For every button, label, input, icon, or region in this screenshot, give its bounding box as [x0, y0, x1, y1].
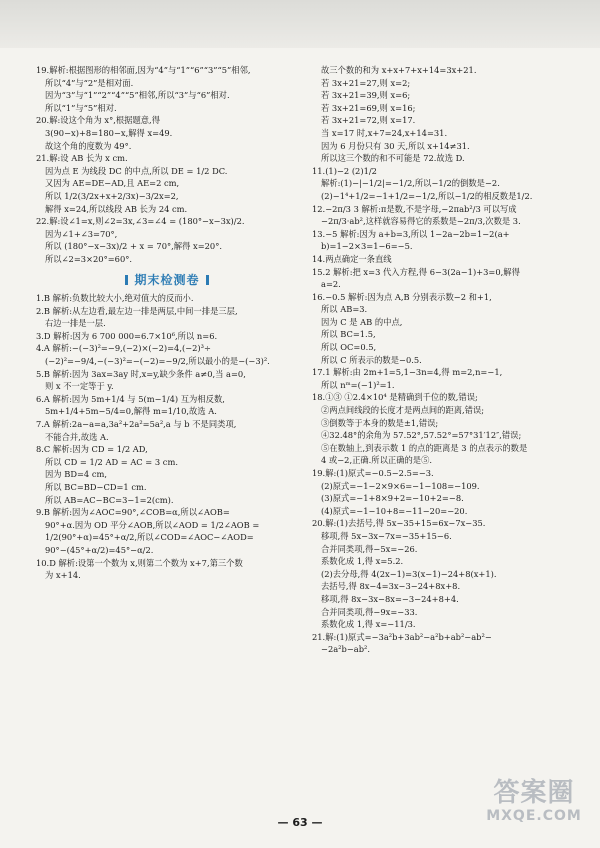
answer-continuation-line: 因为点 E 为线段 DC 的中点,所以 DE = 1/2 DC.: [45, 165, 228, 176]
answer-item-line: 4.A 解析:−(−3)²=−9,(−2)×(−2)=4,(−2)³÷: [36, 343, 211, 354]
answer-item-line: 13.−5 解析:因为 a+b=3,所以 1−2a−2b=1−2(a+: [312, 228, 510, 239]
answer-continuation-line: 故这个角的度数为 49°.: [45, 140, 132, 151]
answer-continuation-line: 因为“3”与“1”“2”“4”“5”相邻,所以“3”与“6”相对.: [45, 90, 230, 101]
answer-continuation-line: −2π/3·ab²,这样就容易得它的系数是−2π/3,次数是 3.: [321, 216, 521, 227]
answer-item-line: 1.B 解析:负数比较大小,绝对值大的反而小.: [36, 293, 194, 304]
answer-continuation-line: 因为 BD=4 cm,: [45, 469, 107, 480]
answer-item-line: 20.解:(1)去括号,得 5x−35+15=6x−7x−35.: [312, 518, 486, 529]
answer-continuation-line: (4)原式=−1−10+8=−11−20=−20.: [321, 505, 468, 516]
answer-item-line: 17.1 解析:由 2m+1=5,1−3n=4,得 m=2,n=−1,: [312, 367, 503, 378]
answer-continuation-line: (3)原式=−1+8×9+2=−10+2=−8.: [321, 493, 464, 504]
right-column: [312, 64, 574, 656]
answer-continuation-line: 所以 BC=BD−CD=1 cm.: [45, 482, 147, 492]
answer-continuation-line: 90°−(45°+α/2)=45°−α/2.: [45, 544, 154, 555]
answer-continuation-line: 5m+1/4+5m−5/4=0,解得 m=1/10,故选 A.: [45, 406, 217, 417]
answer-continuation-line: 所以 C 所表示的数是−0.5.: [321, 354, 422, 365]
answer-continuation-line: b)=1−2×3=1−6=−5.: [321, 241, 413, 252]
answer-continuation-line: 若 3x+21=39,则 x=6;: [321, 90, 411, 101]
answer-continuation-line: 不能合并,故选 A.: [45, 431, 109, 442]
answer-continuation-line: 移项,得 8x−3x−8x=−3−24+8+4.: [321, 593, 459, 604]
answer-continuation-line: 合并同类项,得−9x=−33.: [321, 606, 418, 617]
answer-continuation-line: 为 x+14.: [45, 570, 81, 581]
answer-continuation-line: 因为 C 是 AB 的中点,: [321, 316, 403, 327]
answer-continuation-line: 所以“4”与“2”是相对面.: [45, 77, 134, 88]
answer-continuation-line: 若 3x+21=27,则 x=2;: [321, 77, 411, 88]
page-number: — 63 —: [277, 816, 323, 829]
answer-item-line: 3.D 解析:因为 6 700 000=6.7×10⁶,所以 n=6.: [36, 330, 218, 341]
answer-continuation-line: 因为 6 月份只有 30 天,所以 x+14≠31.: [321, 140, 470, 151]
answer-continuation-line: (2)−1⁴+1/2=−1+1/2=−1/2,所以−1/2的相反数是1/2.: [321, 190, 533, 201]
answer-continuation-line: 移项,得 5x−3x−7x=−35+15−6.: [321, 530, 452, 541]
answer-continuation-line: 合并同类项,得−5x=−26.: [321, 543, 418, 554]
answer-continuation-line: 所以 OC=0.5,: [321, 342, 377, 353]
answer-continuation-line: 系数化成 1,得 x=−11/3.: [321, 619, 416, 630]
answer-continuation-line: 解得 x=24,所以线段 AB 长为 24 cm.: [45, 203, 188, 214]
answer-continuation-line: 所以 CD = 1/2 AD = AC = 3 cm.: [45, 456, 178, 467]
answer-item-line: 7.A 解析:2a−a=a,3a²+2a²=5a²,a 与 b 不是同类项,: [36, 419, 237, 430]
answer-continuation-line: 系数化成 1,得 x=5.2.: [321, 556, 404, 567]
answer-continuation-line: 所以 AB=AC−BC=3−1=2(cm).: [45, 494, 174, 505]
watermark-logo: [482, 778, 586, 836]
answer-continuation-line: a=2.: [321, 279, 341, 290]
answer-item-line: 9.B 解析:因为∠AOC=90°,∠COB=α,所以∠AOB=: [36, 507, 230, 518]
answer-item-line: 5.B 解析:因为 3ax=3ay 时,x=y,缺少条件 a≠0,当 a=0,: [36, 368, 246, 379]
answer-continuation-line: (2)原式=−1−2×9×6=−1−108=−109.: [321, 480, 480, 491]
answer-continuation-line: 所以 1/2(3/2x+x+2/3x)−3/2x=2,: [45, 190, 179, 201]
section-title-text: 期末检测卷: [134, 272, 200, 287]
answer-continuation-line: 若 3x+21=69,则 x=16;: [321, 102, 416, 113]
answer-continuation-line: 则 x 不一定等于 y.: [45, 381, 114, 392]
answer-continuation-line: −2a²b−ab².: [321, 644, 370, 655]
left-column: [36, 64, 298, 582]
answer-item-line: 2.B 解析:从左边看,最左边一排是两层,中间一排是三层,: [36, 305, 238, 316]
answer-continuation-line: 所以“1”与“5”相对.: [45, 102, 117, 113]
answer-continuation-line: ②两点间线段的长度才是两点间的距离,错误;: [321, 405, 485, 416]
answer-continuation-line: ③倒数等于本身的数是±1,错误;: [321, 417, 439, 428]
answer-item-line: 20.解:设这个角为 x°,根据题意,得: [36, 115, 160, 126]
answer-continuation-line: 因为∠1+∠3=70°,: [45, 228, 118, 239]
answer-continuation-line: (2)去分母,得 4(2x−1)=3(x−1)−24+8(x+1).: [321, 568, 497, 579]
answer-continuation-line: 所以 AB=3.: [321, 304, 368, 315]
answer-item-line: 21.解:(1)原式=−3a²b+3ab²−a²b+ab²−ab²−: [312, 631, 492, 642]
answer-continuation-line: 去括号,得 8x−4=3x−3−24+8x+8.: [321, 581, 461, 592]
answer-continuation-line: 4 或−2,正确.所以正确的是⑤.: [321, 455, 433, 466]
answer-item-line: 6.A 解析:因为 5m+1/4 与 5(m−1/4) 互为相反数,: [36, 393, 225, 404]
answer-continuation-line: 右边一排是一层.: [45, 318, 106, 329]
answer-continuation-line: 90°+α.因为 OD 平分∠AOB,所以∠AOD = 1/2∠AOB =: [45, 519, 260, 530]
answer-item-line: 12.−2π/3 3 解析:π是数,不是字母,−2πab²/3 可以写成: [312, 203, 517, 214]
answer-continuation-line: ④32.48°的余角为 57.52°,57.52°=57°31′12″,错误;: [321, 430, 522, 441]
answer-item-line: 19.解析:根据图形的相邻面,因为“4”与“1”“6”“3”“5”相邻,: [36, 65, 251, 75]
answer-item-line: 22.解:设∠1=x,则∠2=3x,∠3=∠4 = (180°−x−3x)/2.: [36, 216, 245, 227]
answer-continuation-line: 解析:(1)−|−1/2|=−1/2,所以−1/2的倒数是−2.: [321, 178, 500, 189]
answer-item-line: 8.C 解析:因为 CD = 1/2 AD,: [36, 444, 148, 455]
answer-continuation-line: (−2)²=−9/4,−(−3)²=−(−2)=−9/2,所以最小的是−(−3)².: [45, 356, 270, 367]
answer-item-line: 21.解:设 AB 长为 x cm.: [36, 153, 128, 164]
answer-item-line: 10.D 解析:设第一个数为 x,则第二个数为 x+7,第三个数: [36, 557, 243, 568]
answer-continuation-line: 若 3x+21=72,则 x=17.: [321, 115, 416, 126]
answer-item-line: 18.①③ ①2.4×10⁴ 是精确到千位的数,错误;: [312, 392, 478, 403]
answer-item-line: 11.(1)−2 (2)1/2: [312, 165, 377, 176]
answer-continuation-line: 又因为 AE=DE−AD,且 AE=2 cm,: [45, 178, 180, 189]
scan-top-edge: [0, 0, 600, 48]
answer-item-line: 16.−0.5 解析:因为点 A,B 分别表示数−2 和+1,: [312, 291, 492, 302]
answer-continuation-line: 3(90−x)+8=180−x,解得 x=49.: [45, 127, 173, 138]
watermark-logo-text: 答案圈: [493, 778, 575, 808]
answer-continuation-line: ⑤在数轴上,到表示数 1 的点的距离是 3 的点表示的数是: [321, 442, 528, 453]
answer-continuation-line: 所以这三个数的和不可能是 72.故选 D.: [321, 153, 465, 164]
answer-item-line: 15.2 解析:把 x=3 代入方程,得 6−3(2a−1)+3=0,解得: [312, 266, 520, 277]
section-title: [36, 274, 298, 287]
answer-continuation-line: 所以∠2=3×20°=60°.: [45, 253, 133, 264]
answer-continuation-line: 所以 BC=1.5,: [321, 329, 376, 340]
answer-item-line: 19.解:(1)原式=−0.5−2.5=−3.: [312, 468, 434, 478]
watermark-url: MXQE.COM: [486, 808, 582, 824]
answer-continuation-line: 所以 nᵐ=(−1)²=1.: [321, 379, 395, 390]
answer-continuation-line: 所以 (180°−x−3x)/2 + x = 70°,解得 x=20°.: [45, 241, 222, 252]
answer-item-line: 14.两点确定一条直线: [312, 253, 392, 264]
answer-continuation-line: 故三个数的和为 x+x+7+x+14=3x+21.: [321, 65, 477, 75]
answer-continuation-line: 当 x=17 时,x+7=24,x+14=31.: [321, 127, 448, 138]
answer-continuation-line: 1/2(90°+α)=45°+α/2,所以∠COD=∠AOC−∠AOD=: [45, 532, 254, 543]
